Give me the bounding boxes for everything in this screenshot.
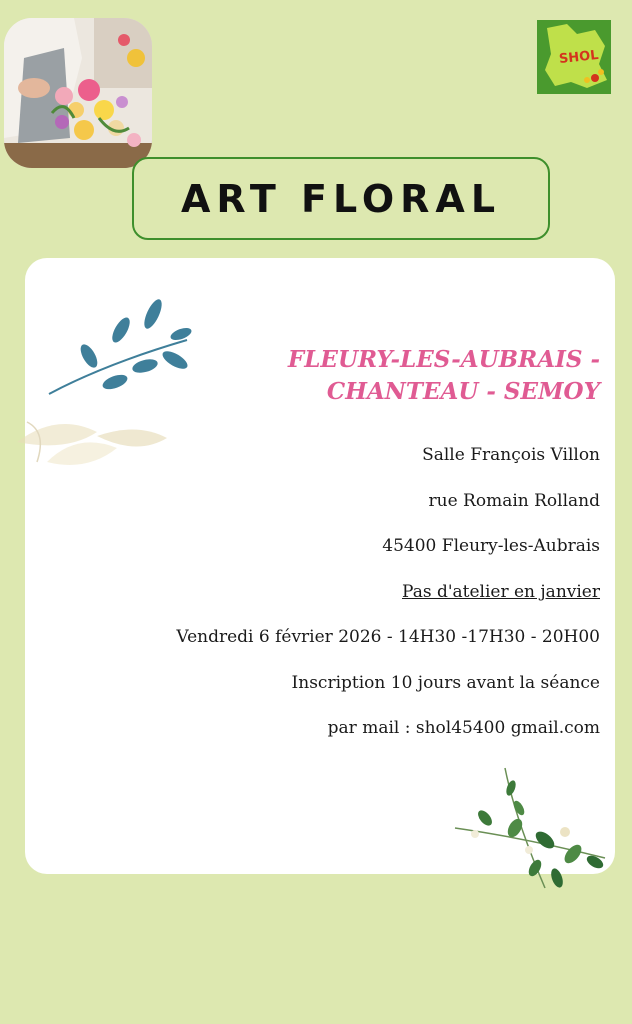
street-address: rue Romain Rolland xyxy=(428,490,600,511)
info-card xyxy=(25,258,615,874)
towns-line-1: FLEURY-LES-AUBRAIS - xyxy=(287,346,600,373)
shol-logo xyxy=(537,20,611,94)
schedule-text: Vendredi 6 février 2026 - 14H30 -17H30 - 20H00 xyxy=(176,627,600,647)
greenery-icon xyxy=(445,758,615,908)
logo-text: SHOL xyxy=(558,47,600,68)
page-title: ART FLORAL xyxy=(180,176,502,221)
venue-name: Salle François Villon xyxy=(422,445,600,465)
contact-email[interactable]: par mail : shol45400 gmail.com xyxy=(327,718,600,738)
towns-line-2: CHANTEAU - SEMOY xyxy=(326,378,600,405)
lily-flower-icon xyxy=(7,402,177,482)
title-banner xyxy=(132,157,550,240)
towns-heading xyxy=(240,344,600,408)
registration-text: Inscription 10 jours avant la séance xyxy=(291,672,600,693)
notice-text: Pas d'atelier en janvier xyxy=(402,581,600,602)
city-postcode: 45400 Fleury-les-Aubrais xyxy=(382,536,600,556)
florist-photo xyxy=(4,18,152,168)
event-details xyxy=(176,444,600,763)
leaf-branch-icon xyxy=(45,294,195,404)
